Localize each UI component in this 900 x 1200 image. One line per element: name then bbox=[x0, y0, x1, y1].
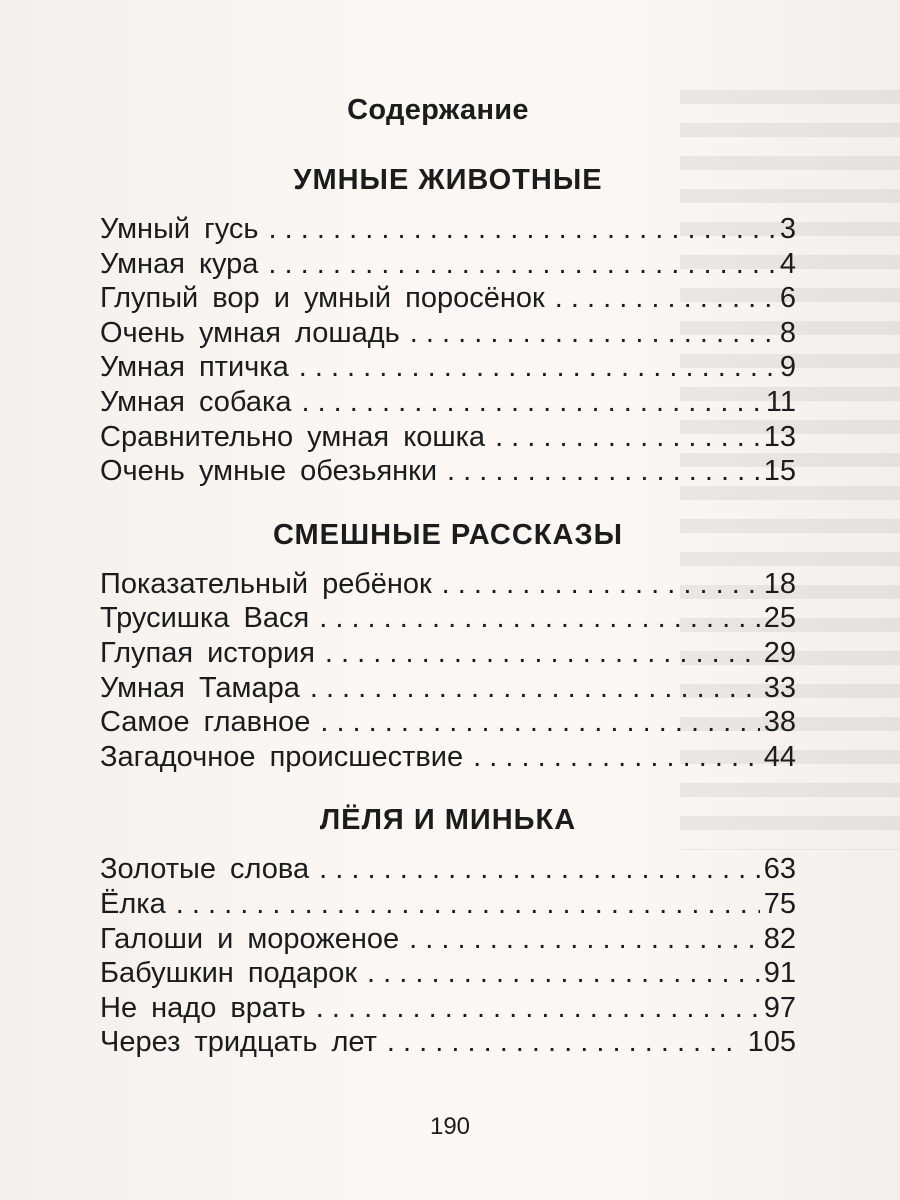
dot-leader bbox=[447, 454, 760, 489]
entry-title: Самое главное bbox=[100, 706, 311, 739]
entry-page: 38 bbox=[763, 706, 796, 739]
entry-list bbox=[100, 567, 796, 775]
toc-entry[interactable] bbox=[100, 212, 796, 247]
entry-title: Трусишка Вася bbox=[100, 602, 310, 635]
toc-entry[interactable] bbox=[100, 740, 796, 775]
toc-entry[interactable] bbox=[100, 636, 796, 671]
toc-entry[interactable] bbox=[100, 567, 796, 602]
entry-page: 8 bbox=[779, 316, 796, 349]
entry-title: Золотые слова bbox=[100, 853, 310, 886]
entry-page: 3 bbox=[779, 213, 796, 245]
entry-page: 18 bbox=[763, 567, 796, 600]
entry-page: 29 bbox=[763, 636, 796, 669]
entry-title: Сравнительно умная кошка bbox=[100, 420, 486, 453]
entry-page: 11 bbox=[765, 385, 796, 418]
dot-leader bbox=[325, 636, 760, 671]
toc-entry[interactable] bbox=[100, 247, 796, 282]
dot-leader bbox=[299, 350, 776, 385]
toc-entry[interactable] bbox=[100, 991, 796, 1026]
entry-title: Глупая история bbox=[100, 636, 315, 669]
entry-title: Не надо врать bbox=[100, 991, 306, 1024]
dot-leader bbox=[319, 852, 760, 887]
dot-leader bbox=[367, 956, 760, 991]
entry-title: Очень умные обезьянки bbox=[100, 455, 438, 488]
dot-leader bbox=[269, 212, 776, 247]
entry-title: Галоши и мороженое bbox=[100, 922, 400, 955]
section-title: ЛЁЛЯ И МИНЬКА bbox=[319, 804, 577, 837]
table-of-contents bbox=[100, 88, 796, 1060]
dot-leader bbox=[176, 887, 760, 922]
entry-page: 33 bbox=[763, 671, 796, 704]
toc-entry[interactable] bbox=[100, 956, 796, 991]
entry-title: Загадочное происшествие bbox=[100, 740, 464, 773]
entry-page: 9 bbox=[779, 351, 796, 384]
toc-entry[interactable] bbox=[100, 350, 796, 385]
entry-page: 105 bbox=[747, 1026, 796, 1059]
entry-page: 91 bbox=[763, 957, 796, 990]
entry-title: Умная собака bbox=[100, 385, 292, 418]
toc-section bbox=[100, 158, 796, 489]
toc-entry[interactable] bbox=[100, 852, 796, 887]
toc-entry[interactable] bbox=[100, 385, 796, 420]
section-title: УМНЫЕ ЖИВОТНЫЕ bbox=[293, 164, 603, 196]
dot-leader bbox=[319, 601, 760, 636]
entry-title: Умная Тамара bbox=[100, 671, 300, 704]
toc-entry[interactable] bbox=[100, 1025, 796, 1060]
toc-entry[interactable] bbox=[100, 922, 796, 957]
page-number: 190 bbox=[429, 1113, 471, 1140]
entry-title: Глупый вор и умный поросёнок bbox=[100, 282, 545, 315]
entry-page: 44 bbox=[763, 740, 796, 773]
toc-section bbox=[100, 798, 796, 1060]
dot-leader bbox=[473, 740, 760, 775]
entry-title: Умная птичка bbox=[100, 351, 289, 384]
dot-leader bbox=[495, 420, 760, 455]
entry-page: 6 bbox=[779, 282, 796, 315]
entry-list bbox=[100, 212, 796, 489]
toc-title: Содержание bbox=[347, 94, 529, 126]
entry-page: 75 bbox=[763, 887, 796, 920]
dot-leader bbox=[316, 991, 760, 1026]
entry-title: Ёлка bbox=[100, 887, 166, 920]
section-title: СМЕШНЫЕ РАССКАЗЫ bbox=[272, 518, 624, 551]
entry-page: 13 bbox=[763, 420, 796, 453]
dot-leader bbox=[310, 671, 760, 706]
dot-leader bbox=[409, 922, 760, 957]
dot-leader bbox=[268, 247, 775, 282]
toc-entry[interactable] bbox=[100, 887, 796, 922]
entry-title: Показательный ребёнок bbox=[100, 567, 432, 600]
entry-list bbox=[100, 852, 796, 1060]
toc-section bbox=[100, 513, 796, 775]
entry-page: 82 bbox=[763, 922, 796, 955]
toc-entry[interactable] bbox=[100, 454, 796, 489]
dot-leader bbox=[301, 385, 761, 420]
dot-leader bbox=[387, 1025, 744, 1060]
toc-entry[interactable] bbox=[100, 316, 796, 351]
entry-page: 4 bbox=[779, 247, 796, 280]
entry-title: Бабушкин подарок bbox=[100, 957, 358, 990]
entry-title: Умная кура bbox=[100, 247, 259, 280]
entry-page: 63 bbox=[763, 853, 796, 886]
toc-entry[interactable] bbox=[100, 705, 796, 740]
dot-leader bbox=[320, 705, 759, 740]
toc-entry[interactable] bbox=[100, 671, 796, 706]
dot-leader bbox=[555, 281, 776, 316]
entry-title: Очень умная лошадь bbox=[100, 316, 400, 349]
entry-page: 25 bbox=[763, 602, 796, 635]
toc-entry[interactable] bbox=[100, 420, 796, 455]
entry-title: Через тридцать лет bbox=[100, 1026, 377, 1059]
entry-page: 15 bbox=[763, 455, 796, 488]
dot-leader bbox=[410, 316, 776, 351]
entry-title: Умный гусь bbox=[100, 213, 259, 245]
toc-entry[interactable] bbox=[100, 601, 796, 636]
toc-entry[interactable] bbox=[100, 281, 796, 316]
dot-leader bbox=[442, 567, 760, 602]
entry-page: 97 bbox=[763, 991, 796, 1024]
